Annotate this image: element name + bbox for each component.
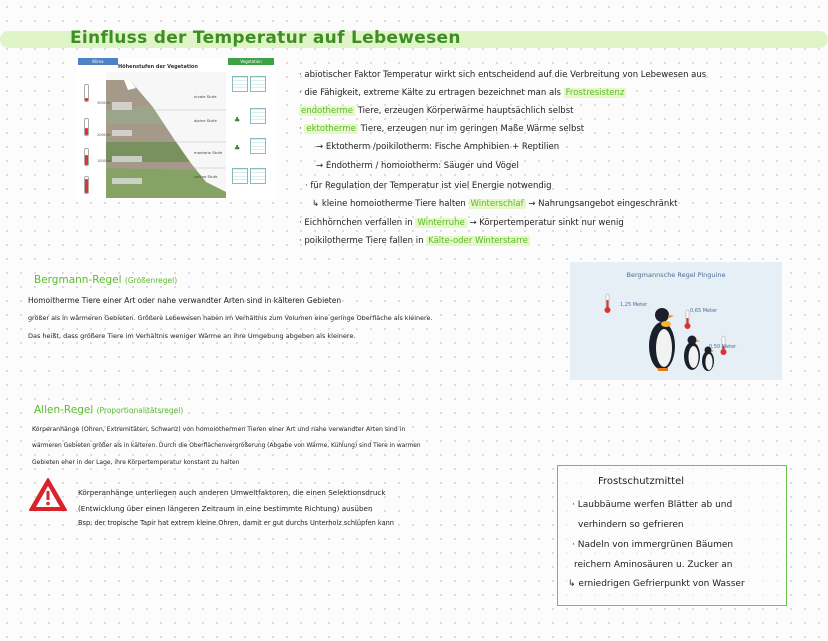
penguin-size-label: 1,25 Meter	[620, 302, 648, 308]
frostschutz-line: · Nadeln von immergrünen Bäumen	[572, 540, 734, 550]
highlight-term: Winterruhe	[417, 218, 465, 228]
thermometer-icon	[84, 118, 89, 136]
bullet-text: · Eichhörnchen verfallen in	[299, 218, 413, 228]
frostschutz-line: verhindern so gefrieren	[578, 520, 684, 530]
frostschutz-box	[557, 465, 787, 606]
zone-label: nivale Stufe	[194, 94, 217, 99]
bergmann-title: Bergmann-Regel	[34, 274, 122, 286]
allen-text-line: Gebieten eher in der Lage, ihre Körpertemperatur konstant zu halten	[32, 459, 240, 466]
bullet-text: ↳ kleine homoiotherme Tiere halten	[312, 199, 466, 209]
bullet-text: → Nahrungsangebot eingeschränkt	[528, 199, 678, 209]
diagram-header-vegetation: Vegetation	[228, 58, 274, 65]
allen-title: Allen-Regel	[34, 404, 94, 416]
bullet-text: → Körpertemperatur sinkt nur wenig	[469, 218, 624, 228]
bullet-text: · die Fähigkeit, extreme Kälte zu ertragen bezeichnet man als	[299, 88, 561, 98]
bullet-line: · für Regulation der Temperatur ist viel Energie notwendig	[305, 181, 552, 191]
tree-icon: ♣	[234, 116, 241, 124]
bullet-line: → Endotherm / homoiotherm: Säuger und Vögel	[316, 161, 519, 171]
frostschutz-line: reichern Aminosäuren u. Zucker an	[574, 560, 733, 570]
plant-grid	[232, 168, 248, 184]
bergmann-heading	[34, 274, 177, 286]
penguin-size-label: 0,65 Meter	[690, 308, 718, 314]
plant-grid	[250, 138, 266, 154]
allen-subtitle: (Proportionalitätsregel)	[96, 406, 184, 415]
bullet-line: · ektotherme Tiere, erzeugen nur im geringen Maße Wärme selbst	[299, 124, 585, 134]
penguin-infographic	[570, 262, 782, 380]
frostschutz-line: ↳ erniedrigen Gefrierpunkt von Wasser	[568, 579, 745, 589]
bullet-text: Tiere, erzeugen Körperwärme hauptsächlich selbst	[357, 106, 574, 116]
bullet-line: → Ektotherm /poikilotherm: Fische Amphibien + Reptilien	[316, 142, 560, 152]
warning-icon	[28, 477, 68, 513]
diagram-title: Höhenstufen der Vegetation	[118, 64, 198, 70]
plant-grid	[232, 76, 248, 92]
warning-text-line: (Entwicklung über einen längeren Zeitraum in eine bestimmte Richtung) ausüben	[78, 504, 373, 513]
thermometer-icon	[84, 148, 89, 166]
bullet-line	[299, 88, 626, 98]
zone-label: alpine Stufe	[194, 118, 217, 123]
zone-label: montane Stufe	[194, 150, 223, 155]
vegetation-diagram	[76, 58, 276, 200]
tree-icon: ♣	[234, 144, 241, 152]
bergmann-text-line: Das heißt, dass größere Tiere im Verhältnis weniger Wärme an ihre Umgebung abgeben als kleinere.	[28, 332, 356, 340]
plant-grid	[250, 108, 266, 124]
warning-text-line: Körperanhänge unterliegen auch anderen Umweltfaktoren, die einen Selektionsdruck	[78, 488, 386, 497]
bullet-line	[299, 236, 530, 246]
bullet-text: · poikilotherme Tiere fallen in	[299, 236, 424, 246]
plant-grid	[250, 76, 266, 92]
highlight-term: ektotherme	[306, 124, 356, 134]
allen-text-line: wärmeren Gebieten größer als in kälteren. Durch die Oberflächenvergrößerung (Abgabe von Wärme, Kühlung) sind Tiere in warmen	[32, 443, 421, 449]
elevation-label: 1000 m	[97, 159, 111, 163]
thermometer-icon	[605, 294, 611, 313]
bullet-line	[299, 218, 624, 228]
zone-label: colline Stufe	[194, 174, 218, 179]
penguin-size-label: 0,50 Meter	[709, 344, 737, 350]
mountain-slope-graphic	[106, 72, 226, 198]
bullet-line	[299, 106, 573, 116]
diagram-header-climate: Klima	[78, 58, 118, 65]
bullet-text: Tiere, erzeugen nur im geringen Maße Wärme selbst	[360, 124, 585, 134]
thermometer-icon	[84, 84, 89, 102]
highlight-term: endotherme	[301, 106, 354, 116]
allen-text-line: Körperanhänge (Ohren, Extremitäten, Schwanz) von homoiothermen Tieren einer Art und nahe verwandter Arten sind in	[32, 426, 406, 433]
bergmann-subtitle: (Größenregel)	[124, 276, 178, 285]
bullet-line	[312, 199, 677, 209]
bullet-line: · abiotischer Faktor Temperatur wirkt sich entscheidend auf die Verbreitung von Lebewesen aus	[299, 70, 707, 80]
highlight-term: Frostresistenz	[565, 88, 625, 98]
elevation-label: 2000 m	[97, 133, 111, 137]
thermometer-icon	[84, 176, 89, 194]
plant-grid	[250, 168, 266, 184]
page-title: Einfluss der Temperatur auf Lebewesen	[70, 28, 461, 48]
elevation-label: 3000 m	[97, 101, 111, 105]
penguin-card-title: Bergmannsche Regel Pinguine	[626, 271, 726, 279]
warning-text-line: Bsp: der tropische Tapir hat extrem kleine Ohren, damit er gut durchs Unterholz schlüpfen kann	[78, 519, 394, 527]
frostschutz-line: · Laubbäume werfen Blätter ab und	[572, 500, 733, 510]
frostschutz-title: Frostschutzmittel	[598, 476, 685, 487]
allen-heading	[34, 404, 183, 416]
bergmann-text-line: Homoitherme Tiere einer Art oder nahe verwandter Arten sind in kälteren Gebieten	[28, 296, 342, 305]
bergmann-text-line: größer als in wärmeren Gebieten. Größere Lebewesen haben im Verhältnis zum Volumen eine geringe Oberfläche als kleinere.	[28, 314, 433, 322]
highlight-term: Kälte-oder Winterstarre	[428, 236, 528, 246]
highlight-term: Winterschlaf	[470, 199, 524, 209]
